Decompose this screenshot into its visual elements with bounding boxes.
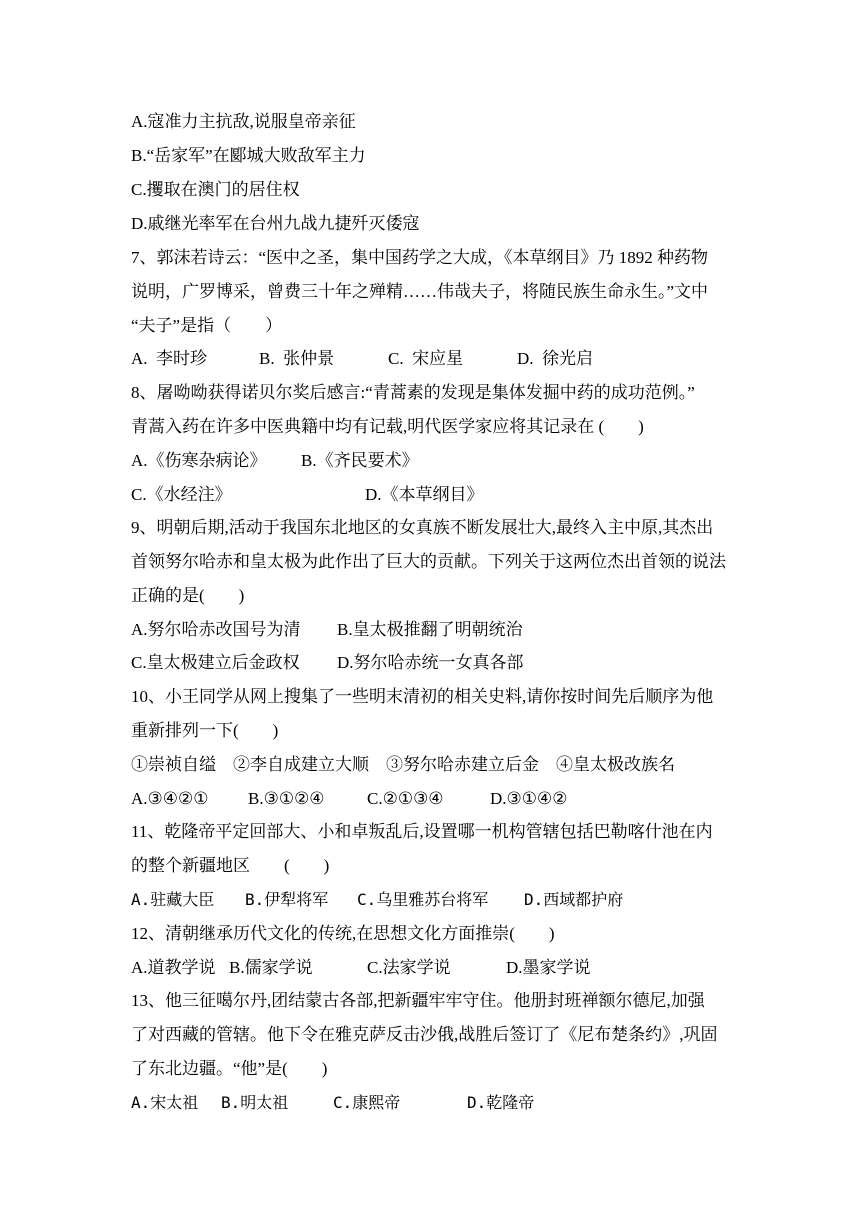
q9-stem-line-1: 9、明朝后期,活动于我国东北地区的女真族不断发展壮大,最终入主中原,其杰出: [131, 518, 714, 537]
q7-option-a: A. 李时珍: [131, 349, 208, 368]
q11-option-b: B.伊犁将军: [245, 890, 329, 909]
q12-option-b: B.儒家学说: [229, 958, 313, 977]
q12-stem-line-1: 12、清朝继承历代文化的传统,在思想文化方面推崇( ): [131, 924, 555, 943]
q9-option-d: D.努尔哈赤统一女真各部: [337, 653, 524, 672]
q9-stem-line-3: 正确的是( ): [131, 586, 245, 605]
q8-stem-line-1: 8、屠呦呦获得诺贝尔奖后感言:“青蒿素的发现是集体发掘中药的成功范例。”: [131, 383, 695, 402]
q11-option-c: C.乌里雅苏台将军: [357, 890, 489, 909]
q11-option-d: D.西域都护府: [524, 890, 624, 909]
q7-stem-line-1: 7、郭沫若诗云：“医中之圣，集中国药学之大成，《本草纲目》乃 1892 种药物: [131, 248, 709, 267]
q7-option-d: D. 徐光启: [517, 349, 594, 368]
q11-option-a: A.驻藏大臣: [131, 890, 215, 909]
q13-stem-line-2: 了对西藏的管辖。他下令在雅克萨反击沙俄,战胜后签订了《尼布楚条约》,巩固: [131, 1025, 718, 1044]
q6-option-c: C.攫取在澳门的居住权: [131, 180, 300, 199]
q8-option-b: B.《齐民要术》: [301, 451, 419, 470]
q8-stem-line-2: 青蒿入药在许多中医典籍中均有记载,明代医学家应将其记录在 ( ): [131, 417, 644, 436]
q10-option-d: D.③①④②: [490, 789, 568, 808]
q10-items: ①崇祯自缢 ②李自成建立大顺 ③努尔哈赤建立后金 ④皇太极改族名: [131, 755, 675, 774]
q7-stem-line-2: 说明，广罗博采，曾费三十年之殚精……伟哉夫子，将随民族生命永生。”文中: [131, 282, 709, 301]
q8-option-a: A.《伤寒杂病论》: [131, 451, 267, 470]
q12-option-d: D.墨家学说: [506, 958, 591, 977]
q10-stem-line-2: 重新排列一下( ): [131, 721, 279, 740]
q11-stem-line-2: 的整个新疆地区 ( ): [131, 856, 330, 875]
q13-option-b: B.明太祖: [221, 1093, 289, 1112]
q13-option-a: A.宋太祖: [131, 1093, 199, 1112]
q10-stem-line-1: 10、小王同学从网上搜集了一些明末清初的相关史料,请你按时间先后顺序为他: [131, 687, 714, 706]
q13-option-d: D.乾隆帝: [467, 1093, 535, 1112]
q6-option-b: B.“岳家军”在郾城大败敌军主力: [131, 146, 366, 165]
q6-option-a: A.寇准力主抗敌,说服皇帝亲征: [131, 112, 356, 131]
q10-option-b: B.③①②④: [248, 789, 325, 808]
q7-option-c: C. 宋应星: [388, 349, 464, 368]
q7-option-b: B. 张仲景: [259, 349, 335, 368]
q13-option-c: C.康熙帝: [333, 1093, 401, 1112]
q9-option-a: A.努尔哈赤改国号为清: [131, 620, 301, 639]
q13-stem-line-1: 13、他三征噶尔丹,团结蒙古各部,把新疆牢牢守住。他册封班禅额尔德尼,加强: [131, 991, 705, 1010]
q12-option-a: A.道教学说: [131, 958, 216, 977]
q9-option-b: B.皇太极推翻了明朝统治: [337, 620, 523, 639]
q9-stem-line-2: 首领努尔哈赤和皇太极为此作出了巨大的贡献。下列关于这两位杰出首领的说法: [131, 552, 726, 571]
q10-option-c: C.②①③④: [367, 789, 444, 808]
q6-option-d: D.戚继光率军在台州九战九捷歼灭倭寇: [131, 214, 420, 233]
q8-option-d: D.《本草纲目》: [365, 485, 484, 504]
q13-stem-line-3: 了东北边疆。“他”是( ): [131, 1059, 328, 1078]
q9-option-c: C.皇太极建立后金政权: [131, 653, 300, 672]
q7-stem-line-3: “夫子”是指（ ）: [131, 316, 283, 335]
q12-option-c: C.法家学说: [367, 958, 451, 977]
q8-option-c: C.《水经注》: [131, 485, 232, 504]
q11-stem-line-1: 11、乾隆帝平定回部大、小和卓叛乱后,设置哪一机构管辖包括巴勒喀什池在内: [131, 822, 713, 841]
q10-option-a: A.③④②①: [131, 789, 209, 808]
